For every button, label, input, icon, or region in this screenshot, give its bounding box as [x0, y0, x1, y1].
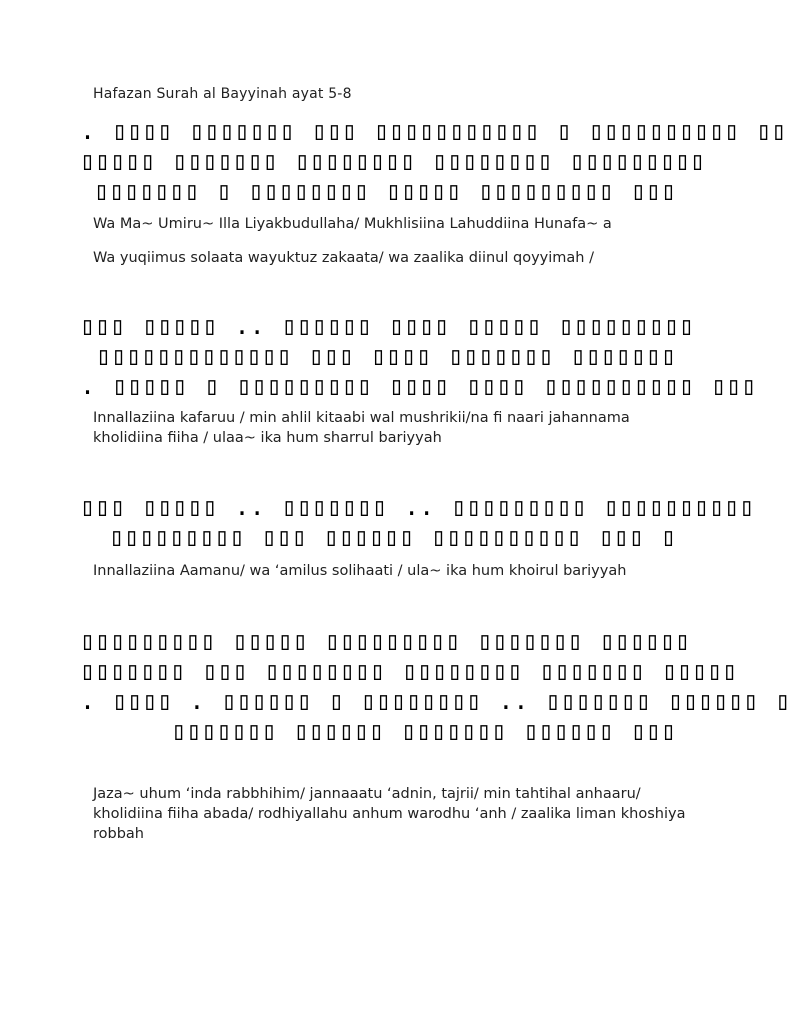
verse-6-arabic	[80, 311, 757, 401]
verse-7-arabic	[80, 492, 755, 552]
document-title: Hafazan Surah al Bayyinah ayat 5-8	[93, 86, 352, 102]
arabic-line: ▯▯▯▯▯▯▯▯▯▯▯▯▯ ▯▯▯ ▯▯▯▯ ▯▯▯▯▯▯▯ ▯▯▯▯▯▯▯	[96, 341, 676, 370]
arabic-line: ▯▯▯▯▯▯▯▯▯ ▯▯▯ ▯▯▯▯▯▯ ▯▯▯▯▯▯▯▯▯▯ ▯▯▯ ▯	[109, 522, 676, 551]
arabic-line: ▯▯▯▯▯▯▯ ▯▯▯ ▯▯▯▯▯▯▯▯ ▯▯▯▯▯▯▯▯ ▯▯▯▯▯▯▯ ▯▯▯▯▯	[80, 656, 738, 685]
verse-8-arabic	[80, 626, 790, 746]
arabic-line: . ▯▯▯▯ . ▯▯▯▯▯▯ ▯ ▯▯▯▯▯▯▯▯ .. ▯▯▯▯▯▯▯ ▯▯▯▯▯▯ ▯	[80, 686, 790, 715]
verse-8-transliteration: Jaza~ uhum ‘inda rabbhihim/ jannaaatu ‘adnin, tajrii/ min tahtihal anhaaru/ kholidiina fiiha abada/ rodhiyallahu anhum warodhu ‘anh / zaalika liman khoshiya robbah	[93, 786, 686, 842]
arabic-line: ▯▯▯▯▯▯▯▯▯ ▯▯▯▯▯ ▯▯▯▯▯▯▯▯▯ ▯▯▯▯▯▯▯ ▯▯▯▯▯▯	[80, 626, 691, 655]
verse-5-transliteration: Wa Ma~ Umiru~ Illa Liyakbudullaha/ Mukhlisiina Lahuddiina Hunafa~ a	[93, 216, 612, 232]
verse-6-transliteration: Innallaziina kafaruu / min ahlil kitaabi wal mushrikii/na fi naari jahannama kholidiina fiiha / ulaa~ ika hum sharrul bariyyah	[93, 410, 630, 446]
arabic-line: ▯▯▯▯▯ ▯▯▯▯▯▯▯ ▯▯▯▯▯▯▯▯ ▯▯▯▯▯▯▯▯ ▯▯▯▯▯▯▯▯▯	[80, 146, 706, 175]
arabic-line: . ▯▯▯▯ ▯▯▯▯▯▯▯ ▯▯▯ ▯▯▯▯▯▯▯▯▯▯▯ ▯ ▯▯▯▯▯▯▯▯▯▯ ▯▯	[80, 116, 787, 145]
verse-5-transliteration-2: Wa yuqiimus solaata wayuktuz zakaata/ wa zaalika diinul qoyyimah /	[93, 250, 594, 266]
arabic-line: . ▯▯▯▯▯ ▯ ▯▯▯▯▯▯▯▯▯ ▯▯▯▯ ▯▯▯▯ ▯▯▯▯▯▯▯▯▯▯ ▯▯▯	[80, 371, 757, 400]
verse-5-arabic	[80, 116, 787, 206]
arabic-line: ▯▯▯ ▯▯▯▯▯ .. ▯▯▯▯▯▯ ▯▯▯▯ ▯▯▯▯▯ ▯▯▯▯▯▯▯▯▯	[80, 311, 695, 340]
arabic-line: ▯▯▯▯▯▯▯ ▯ ▯▯▯▯▯▯▯▯ ▯▯▯▯▯ ▯▯▯▯▯▯▯▯▯ ▯▯▯	[94, 176, 676, 205]
arabic-line: ▯▯▯ ▯▯▯▯▯ .. ▯▯▯▯▯▯▯ .. ▯▯▯▯▯▯▯▯▯ ▯▯▯▯▯▯▯▯▯▯	[80, 492, 755, 521]
arabic-line: ▯▯▯▯▯▯▯ ▯▯▯▯▯▯ ▯▯▯▯▯▯▯ ▯▯▯▯▯▯ ▯▯▯	[171, 716, 676, 745]
verse-7-transliteration: Innallaziina Aamanu/ wa ‘amilus solihaati / ula~ ika hum khoirul bariyyah	[93, 563, 627, 579]
